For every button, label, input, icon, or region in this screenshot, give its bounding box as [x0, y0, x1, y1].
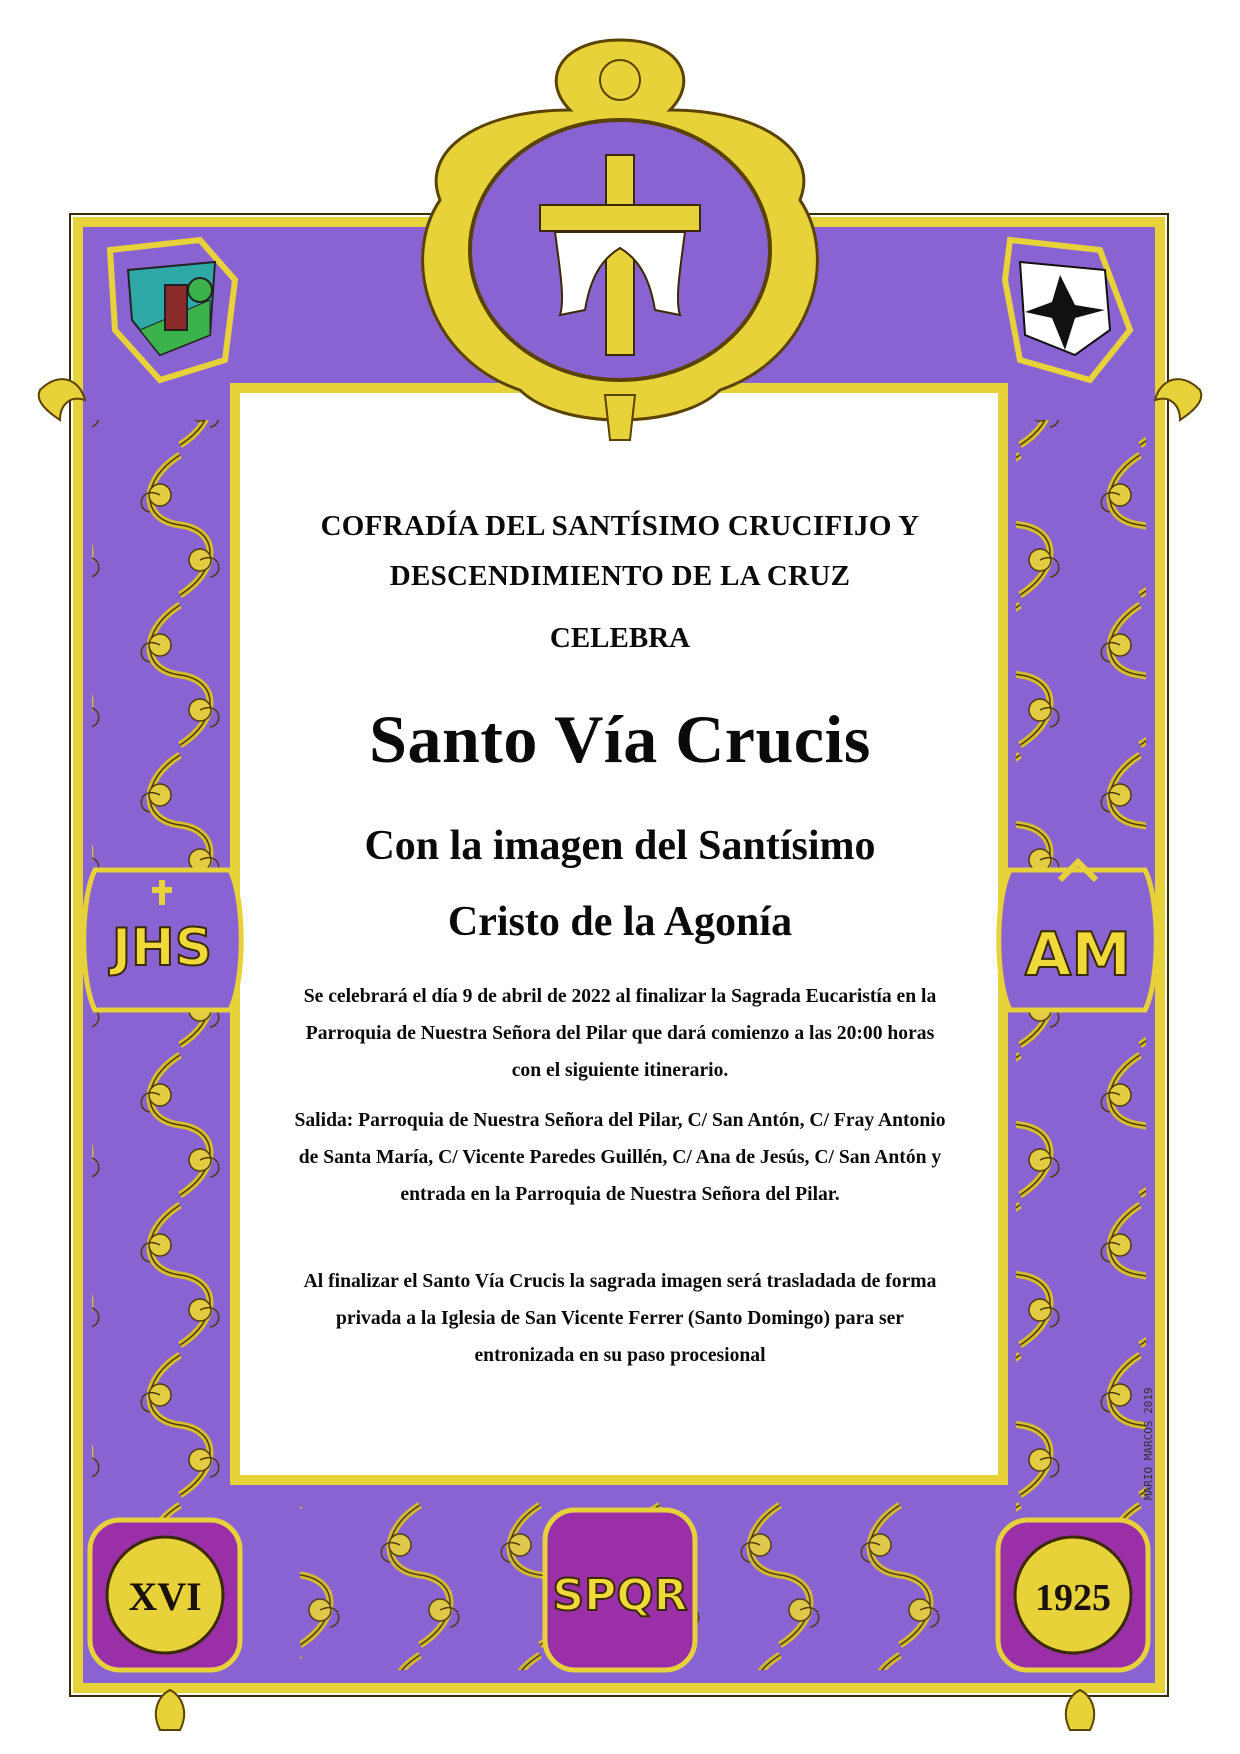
right-monogram: AM: [1024, 920, 1132, 990]
medallion-right: [998, 1520, 1148, 1670]
celebra-label: CELEBRA: [549, 622, 691, 654]
date-paragraph: Se celebrará el día 9 de abril de 2022 al finalizar la Sagrada Eucaristía en la Parroquia de Nuestra Señora del Pilar que dará comienzo a las 20:00 horas con el siguiente itinerario.: [303, 986, 937, 1081]
header-line-1: COFRADÍA DEL SANTÍSIMO CRUCIFIJO Y: [320, 510, 920, 542]
main-title: Santo Vía Crucis: [369, 701, 871, 777]
medallion-left: [90, 1520, 240, 1670]
header-line-2: DESCENDIMIENTO DE LA CRUZ: [389, 560, 851, 592]
medallion-left-text: XVI: [128, 1574, 202, 1619]
left-monogram: JHS: [111, 918, 213, 978]
subtitle-line-1: Con la imagen del Santísimo: [364, 823, 876, 869]
artist-signature: MARIO MARCOS 2019: [1142, 1387, 1155, 1500]
itinerary-paragraph: Salida: Parroquia de Nuestra Señora del Pilar, C/ San Antón, C/ Fray Antonio de Santa María, C/ Vicente Paredes Guillén, C/ Ana de Jesús, C/ San Antón y entrada en la Parroquia de Nuestra Señora del Pilar.: [294, 1110, 946, 1205]
closing-paragraph: Al finalizar el Santo Vía Crucis la sagrada imagen será trasladada de forma privada a la Iglesia de San Vicente Ferrer (Santo Domingo) para ser entronizada en su paso procesional: [303, 1271, 937, 1366]
medallion-center-text: SPQR: [552, 1570, 688, 1621]
medallion-center: [545, 1510, 695, 1670]
medallion-right-text: 1925: [1035, 1577, 1111, 1619]
subtitle-line-2: Cristo de la Agonía: [447, 899, 793, 945]
